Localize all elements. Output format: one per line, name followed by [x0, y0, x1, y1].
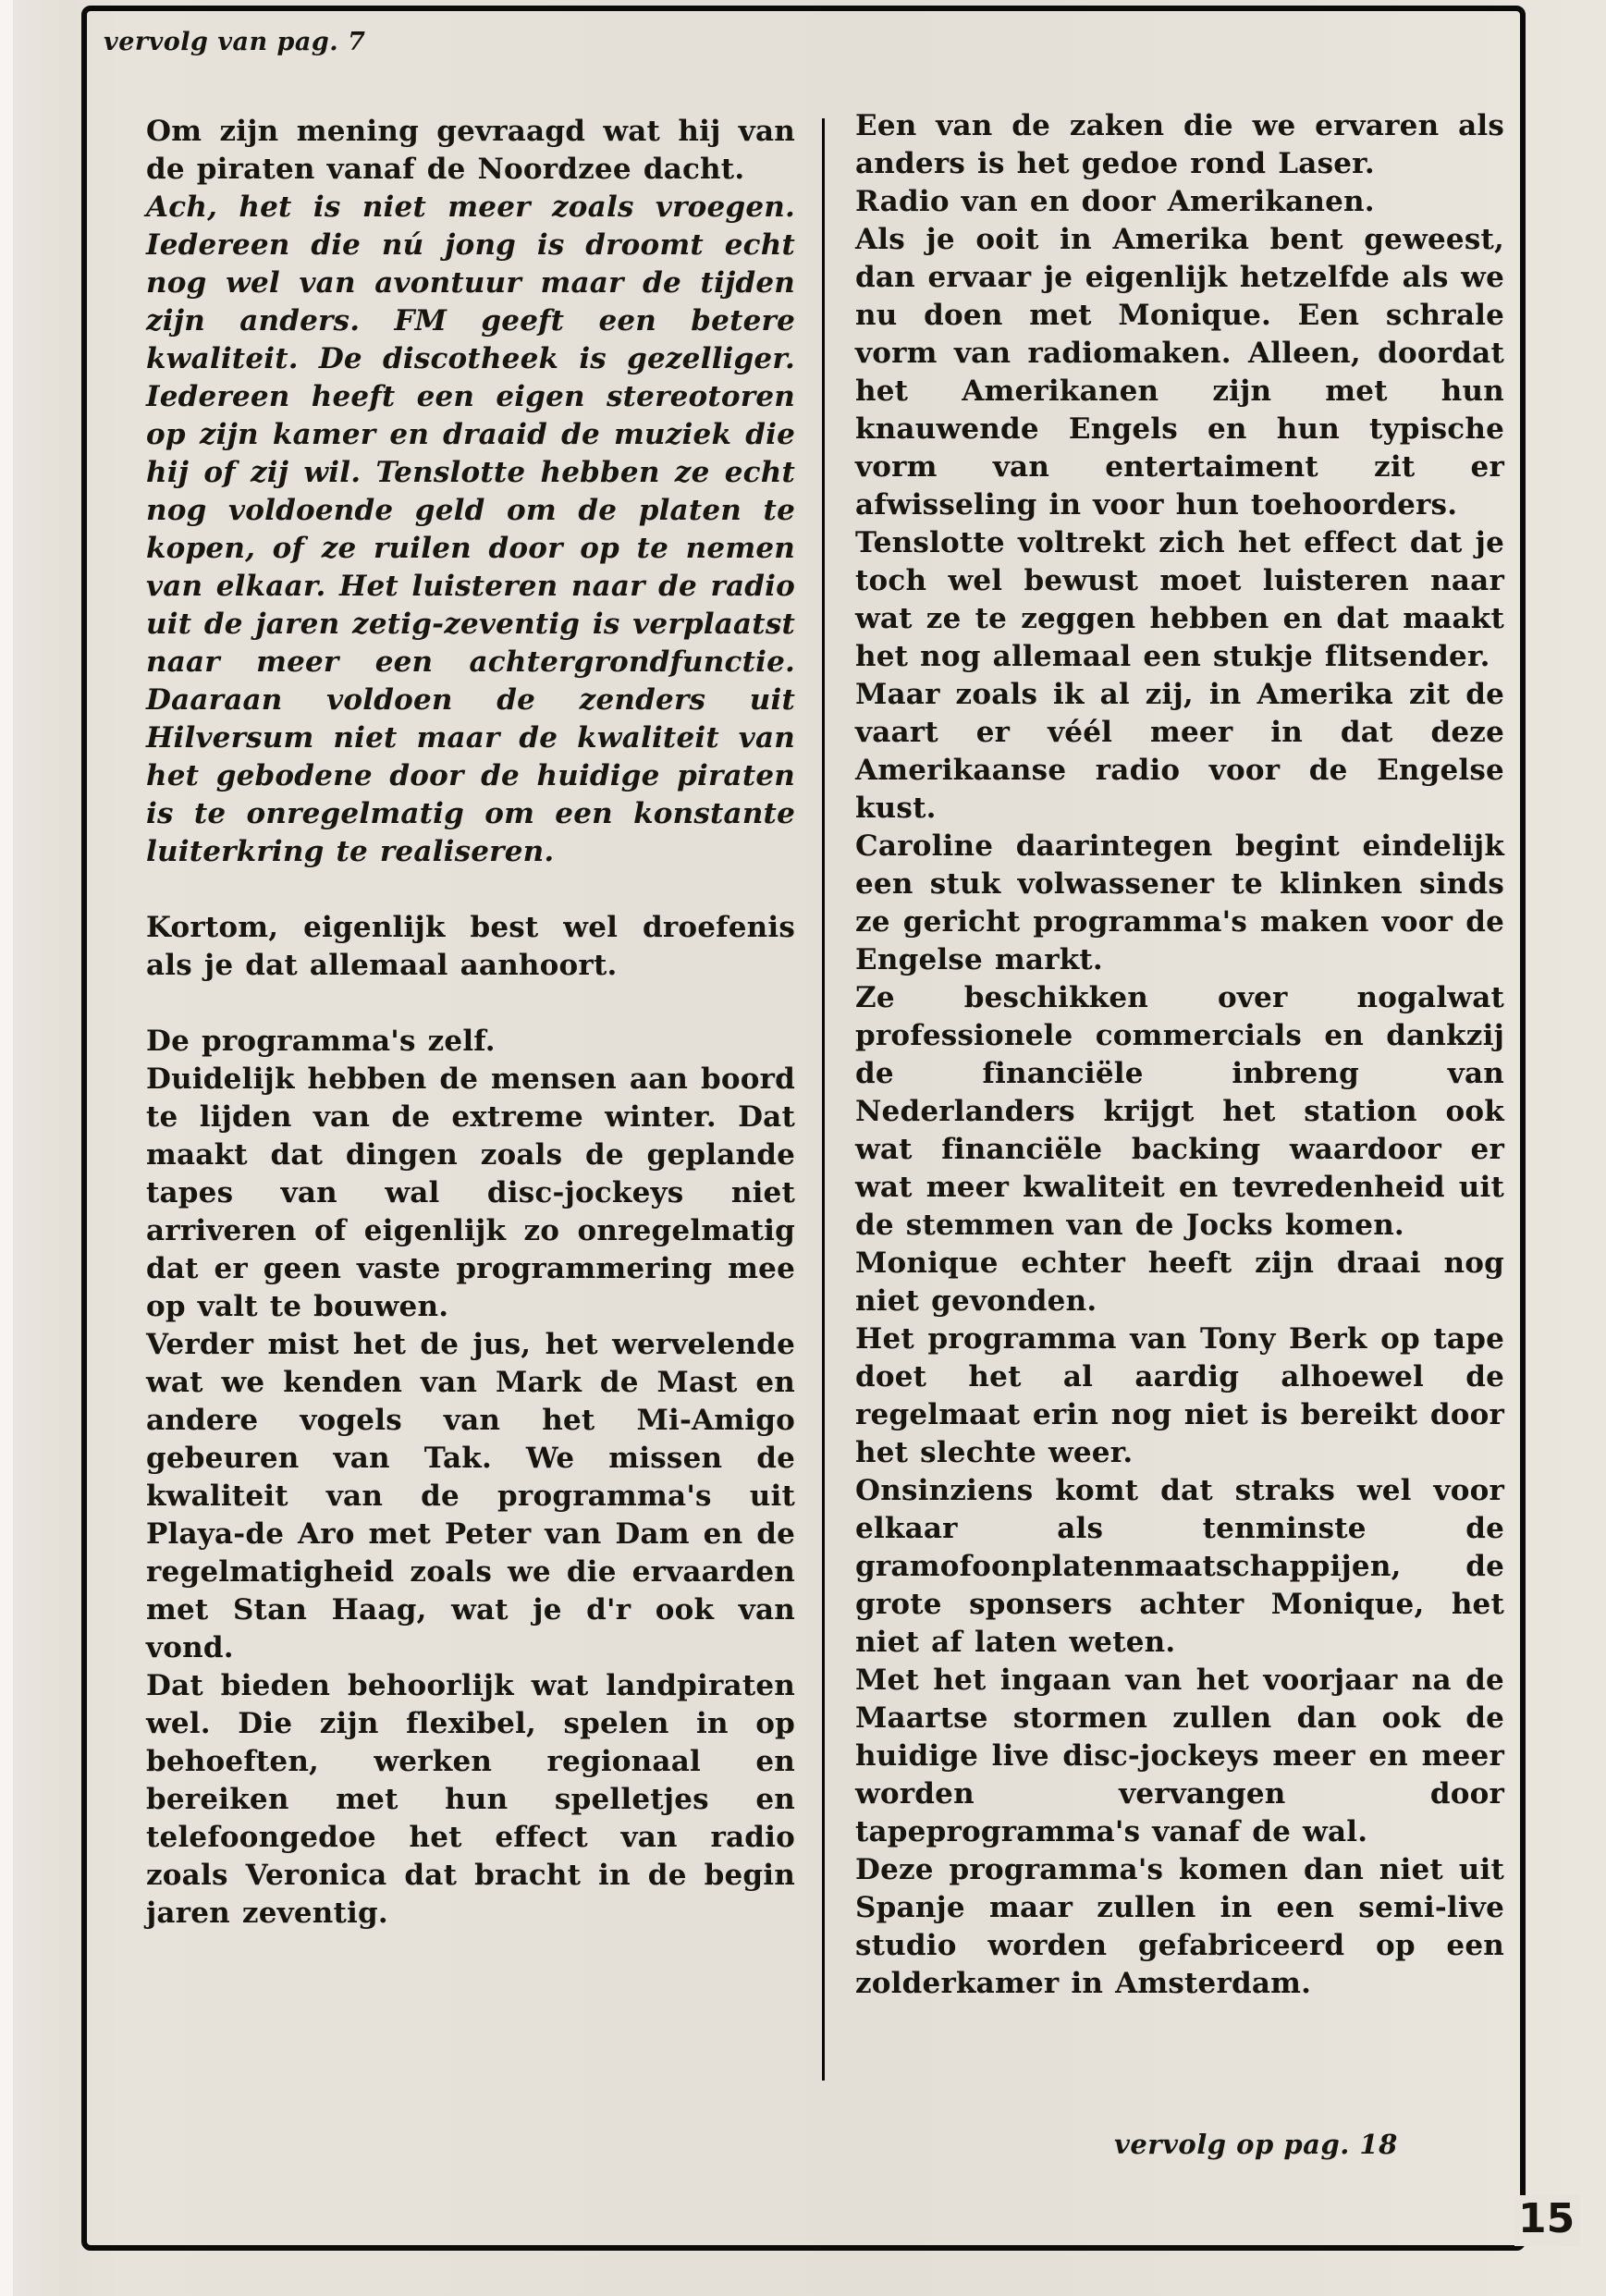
- paragraph: Kortom, eigenlijk best wel droefenis als je dat allemaal aanhoort.: [146, 911, 795, 982]
- page-number: 15: [1514, 2195, 1580, 2246]
- paragraph: Tenslotte voltrekt zich het effect dat je toch wel bewust moet luisteren naar wat ze te zeggen hebben en dat maakt het nog allemaal een stukje flitsender.: [855, 526, 1504, 673]
- paragraph: Deze programma's komen dan niet uit Spanje maar zullen in een semi-live studio worden gefabriceerd op een zolderkamer in Amsterdam.: [855, 1853, 1504, 2000]
- left-column: [146, 113, 795, 1933]
- paragraph: Met het ingaan van het voorjaar na de Maartse stormen zullen dan ook de huidige live disc-jockeys meer en meer worden vervangen door tapeprogramma's vanaf de wal.: [855, 1664, 1504, 1848]
- paragraph: Verder mist het de jus, het wervelende wat we kenden van Mark de Mast en andere vogels van het Mi-Amigo gebeuren van Tak. We missen de kwaliteit van de programma's uit Playa-de Aro met Peter van Dam en de regelmatigheid zoals we die ervaarden met Stan Haag, wat je d'r ook van vond.: [146, 1328, 795, 1664]
- right-column: [855, 107, 1504, 2003]
- paragraph: Onsinziens komt dat straks wel voor elkaar als tenminste de gramofoonplatenmaatschappijen, de grote sponsers achter Monique, het niet af laten weten.: [855, 1474, 1504, 1659]
- paragraph: Ze beschikken over nogalwat professionele commercials en dankzij de financiële inbreng van Nederlanders krijgt het station ook wat financiële backing waardoor er wat meer kwaliteit en tevredenheid uit de stemmen van de Jocks komen.: [855, 981, 1504, 1242]
- paragraph: Radio van en door Amerikanen.: [855, 185, 1375, 218]
- paragraph: Monique echter heeft zijn draai nog niet gevonden.: [855, 1246, 1504, 1318]
- continued-on-note: vervolg op pag. 18: [1114, 2129, 1398, 2160]
- paragraph: Maar zoals ik al zij, in Amerika zit de vaart er véél meer in dat deze Amerikaanse radio voor de Engelse kust.: [855, 678, 1504, 825]
- paragraph: Duidelijk hebben de mensen aan boord te lijden van de extreme winter. Dat maakt dat dingen zoals de geplande tapes van wal disc-jockeys niet arriveren of eigenlijk zo onregelmatig dat er geen vaste programmering mee op valt te bouwen.: [146, 1062, 795, 1323]
- paragraph: Dat bieden behoorlijk wat landpiraten wel. Die zijn flexibel, spelen in op behoeften, werken regionaal en bereiken met hun spelletjes en telefoongedoe het effect van radio zoals Veronica dat bracht in de begin jaren zeventig.: [146, 1669, 795, 1930]
- paragraph: Een van de zaken die we ervaren als anders is het gedoe rond Laser.: [855, 109, 1504, 180]
- paragraph: Om zijn mening gevraagd wat hij van de piraten vanaf de Noordzee dacht.: [146, 115, 795, 186]
- paragraph: Als je ooit in Amerika bent geweest, dan ervaar je eigenlijk hetzelfde als we nu doen met Monique. Een schrale vorm van radiomaken. Alleen, doordat het Amerikanen zijn met hun knauwende Engels en hun typische vorm van entertaiment zit er afwisseling in voor hun toehoorders.: [855, 223, 1504, 522]
- paragraph: Ach, het is niet meer zoals vroegen. Iedereen die nú jong is droomt echt nog wel van avontuur maar de tijden zijn anders. FM geeft een betere kwaliteit. De discotheek is gezelliger. Iedereen heeft een eigen stereotoren op zijn kamer en draaid de muziek die hij of zij wil. Tenslotte hebben ze echt nog voldoende geld om de platen te kopen, of ze ruilen door op te nemen van elkaar. Het luisteren naar de radio uit de jaren zetig-zeventig is verplaatst naar meer een achtergrondfunctie. Daaraan voldoen de zenders uit Hilversum niet maar de kwaliteit van het gebodene door de huidige piraten is te onregelmatig om een konstante luiterkring te realiseren.: [146, 190, 795, 868]
- continued-from-note: vervolg van pag. 7: [104, 28, 366, 56]
- paragraph: Het programma van Tony Berk op tape doet het al aardig alhoewel de regelmaat erin nog niet is bereikt door het slechte weer.: [855, 1322, 1504, 1469]
- paragraph: Caroline daarintegen begint eindelijk een stuk volwassener te klinken sinds ze gericht programma's maken voor de Engelse markt.: [855, 829, 1504, 976]
- column-divider-rule: [822, 118, 825, 2081]
- paragraph: De programma's zelf.: [146, 1025, 496, 1058]
